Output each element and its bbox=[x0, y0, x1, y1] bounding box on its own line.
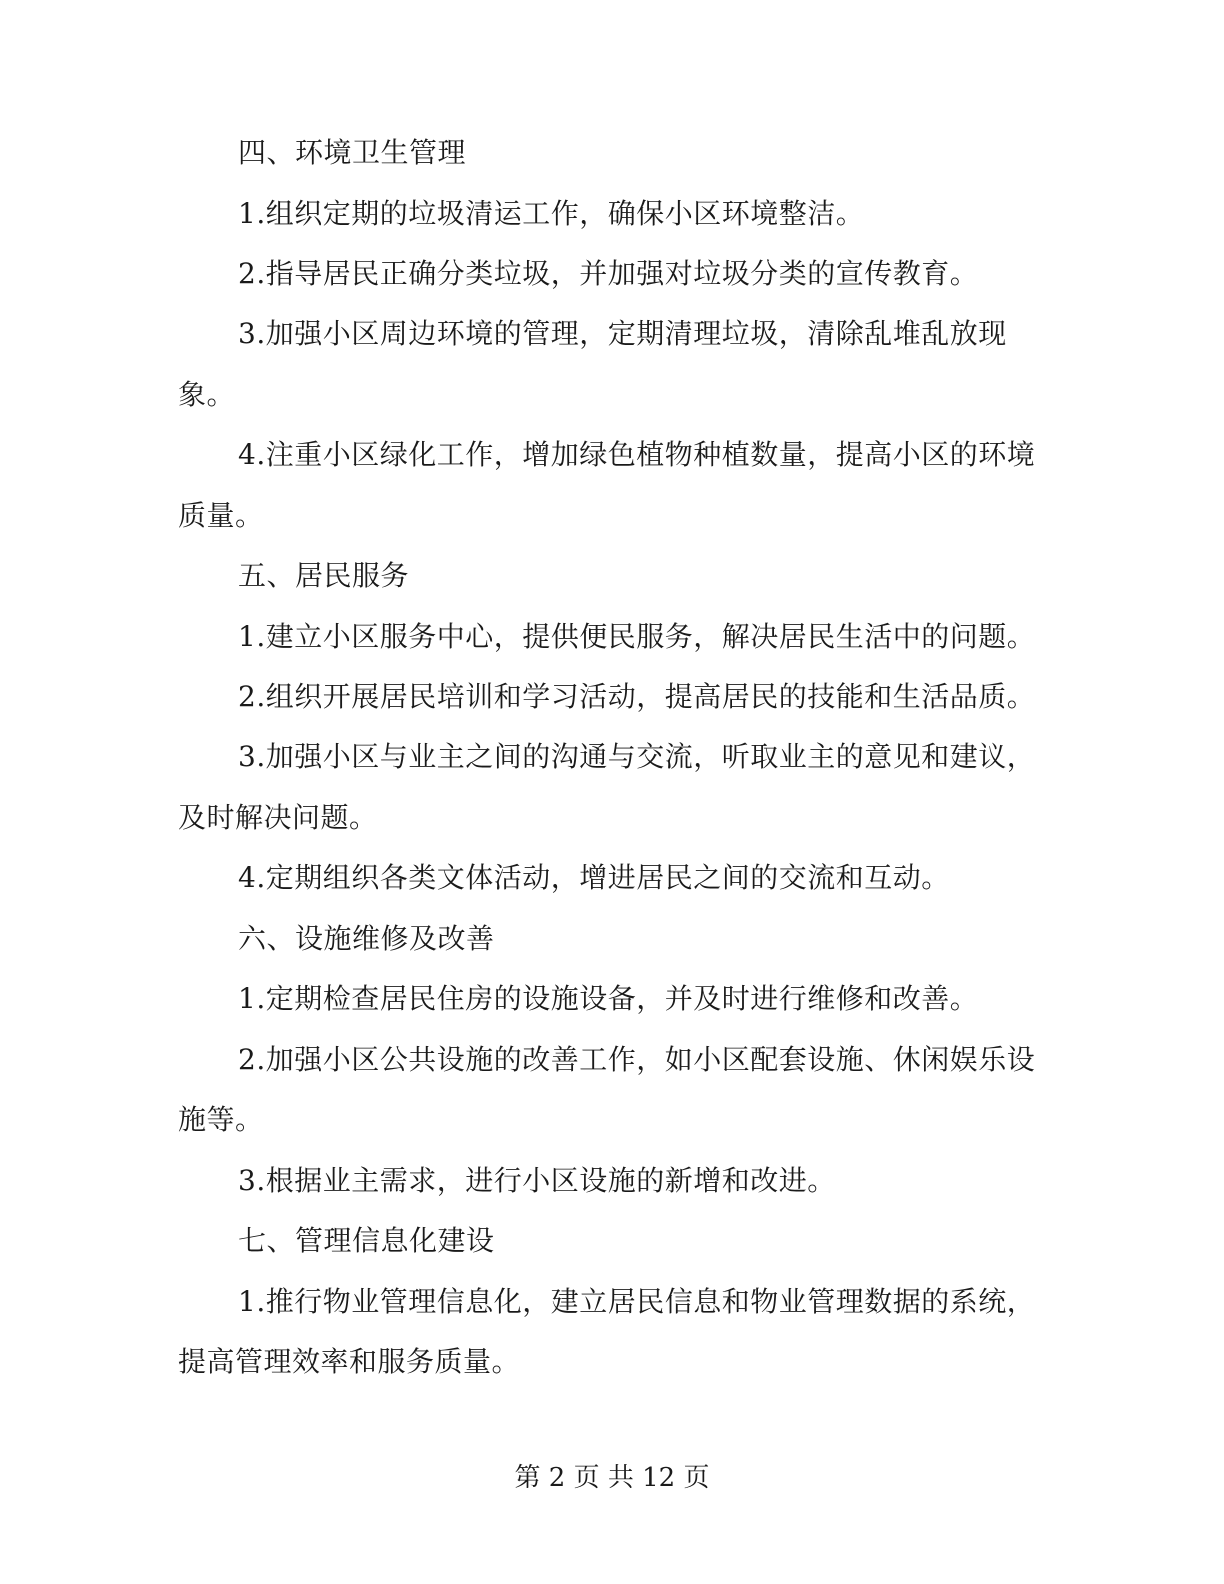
section-heading: 五、居民服务 bbox=[238, 559, 410, 592]
section-heading: 四、环境卫生管理 bbox=[238, 136, 467, 169]
section-heading: 六、设施维修及改善 bbox=[238, 922, 495, 955]
paragraph-line: 2.加强小区公共设施的改善工作，如小区配套设施、休闲娱乐设 bbox=[238, 1043, 1036, 1076]
paragraph-line: 3.加强小区周边环境的管理，定期清理垃圾，清除乱堆乱放现 bbox=[238, 317, 1007, 350]
paragraph-line: 2.指导居民正确分类垃圾，并加强对垃圾分类的宣传教育。 bbox=[238, 257, 979, 290]
paragraph-line: 质量。 bbox=[178, 499, 264, 532]
paragraph-line: 1.建立小区服务中心，提供便民服务，解决居民生活中的问题。 bbox=[238, 620, 1036, 653]
paragraph-line: 1.推行物业管理信息化，建立居民信息和物业管理数据的系统， bbox=[238, 1285, 1036, 1318]
paragraph-line: 4.注重小区绿化工作，增加绿色植物种植数量，提高小区的环境 bbox=[238, 438, 1036, 471]
paragraph-line: 提高管理效率和服务质量。 bbox=[178, 1345, 521, 1378]
page-number-footer: 第 2 页 共 12 页 bbox=[514, 1463, 710, 1493]
section-heading: 七、管理信息化建设 bbox=[238, 1224, 495, 1257]
paragraph-line: 2.组织开展居民培训和学习活动，提高居民的技能和生活品质。 bbox=[238, 680, 1036, 713]
paragraph-line: 1.定期检查居民住房的设施设备，并及时进行维修和改善。 bbox=[238, 982, 979, 1015]
paragraph-line: 4.定期组织各类文体活动，增进居民之间的交流和互动。 bbox=[238, 861, 950, 894]
paragraph-line: 3.根据业主需求，进行小区设施的新增和改进。 bbox=[238, 1164, 836, 1197]
paragraph-line: 施等。 bbox=[178, 1103, 264, 1136]
paragraph-line: 象。 bbox=[178, 378, 236, 411]
paragraph-line: 及时解决问题。 bbox=[178, 801, 378, 834]
paragraph-line: 3.加强小区与业主之间的沟通与交流，听取业主的意见和建议， bbox=[238, 740, 1036, 773]
paragraph-line: 1.组织定期的垃圾清运工作，确保小区环境整洁。 bbox=[238, 197, 865, 230]
